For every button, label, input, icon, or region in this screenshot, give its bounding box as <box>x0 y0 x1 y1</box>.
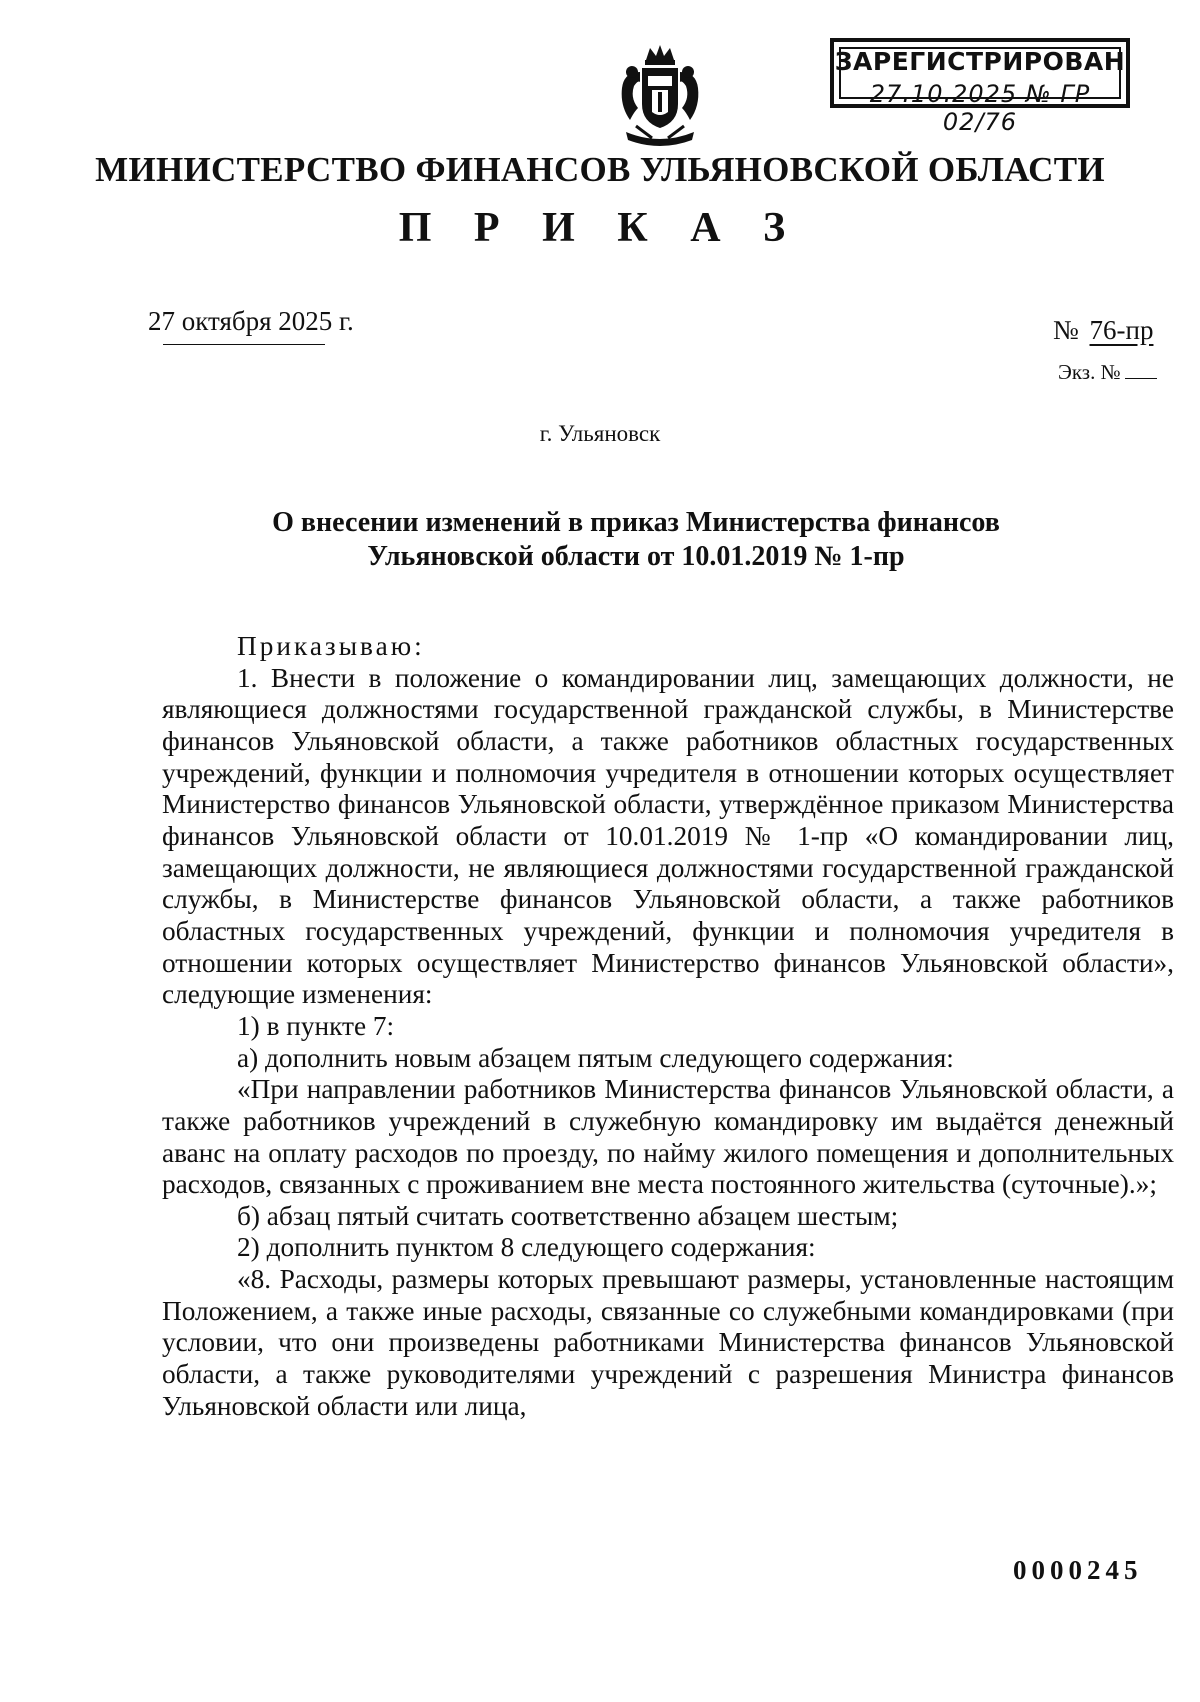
paragraph-6: 2) дополнить пунктом 8 следующего содержания: <box>237 1232 816 1263</box>
number-label: № <box>1053 315 1079 345</box>
copy-number <box>1058 360 1157 385</box>
order-subject <box>150 506 1122 574</box>
paragraph-1: 1. Внести в положение о командировании лиц, замещающих должности, не являющиеся должностями государственной гражданской службы, в Министерстве финансов Ульяновской области, а также работников областных государственных учреждений, функции и полномочия учредителя в отношении которых осуществляет Министерство финансов Ульяновской области, утверждённое приказом Министерства финансов Ульяновской области от 10.01.2019 № 1-пр «О командировании лиц, замещающих должности, не являющиеся должностями государственной гражданской службы, в Министерстве финансов Ульяновской области, а также работников областных государственных учреждений, функции и полномочия учредителя в отношении которых осуществляет Министерство финансов Ульяновской области», следующие изменения: <box>162 662 1174 1010</box>
subject-line-1: О внесении изменений в приказ Министерства финансов <box>272 507 1000 538</box>
ulyanovsk-coat-of-arms-icon <box>612 42 708 154</box>
stamp-handwritten-number: 27.10.2025 № ГР 02/76 <box>869 80 1091 136</box>
city: г. Ульяновск <box>539 421 661 446</box>
order-number <box>1053 315 1153 346</box>
document-type: П Р И К А З <box>398 205 802 251</box>
serial-number: 0000245 <box>1013 1555 1143 1585</box>
paragraph-3: а) дополнить новым абзацем пятым следующего содержания: <box>237 1042 954 1073</box>
copy-blank <box>1125 378 1157 379</box>
date-underline <box>163 344 325 345</box>
order-body <box>162 631 1174 1422</box>
number-value: 76-пр <box>1089 315 1154 345</box>
subject-line-2: Ульяновской области от 10.01.2019 № 1-пр <box>367 541 905 572</box>
order-date: 27 октября 2025 г. <box>148 306 354 336</box>
paragraph-4: «При направлении работников Министерства финансов Ульяновской области, а также работников учреждений в служебную командировку им выдаётся денежный аванс на оплату расходов по проезду, по найму жилого помещения и дополнительных расходов, связанных с проживанием вне места постоянного жительства (суточные).»; <box>162 1074 1174 1200</box>
intro: Приказываю: <box>237 631 425 661</box>
registration-stamp <box>830 38 1130 136</box>
paragraph-7: «8. Расходы, размеры которых превышают размеры, установленные настоящим Положением, а также иные расходы, связанные со служебными командировками (при условии, что они произведены работниками Министерства финансов Ульяновской области, а также руководителями учреждений с разрешения Министра финансов Ульяновской области или лица, <box>162 1264 1174 1421</box>
ministry-name: МИНИСТЕРСТВО ФИНАНСОВ УЛЬЯНОВСКОЙ ОБЛАСТИ <box>95 150 1105 189</box>
copy-label: Экз. № <box>1058 360 1121 384</box>
paragraph-2: 1) в пункте 7: <box>237 1010 395 1041</box>
paragraph-5: б) абзац пятый считать соответственно абзацем шестым; <box>237 1200 899 1231</box>
stamp-title: ЗАРЕГИСТРИРОВАН <box>834 47 1126 76</box>
